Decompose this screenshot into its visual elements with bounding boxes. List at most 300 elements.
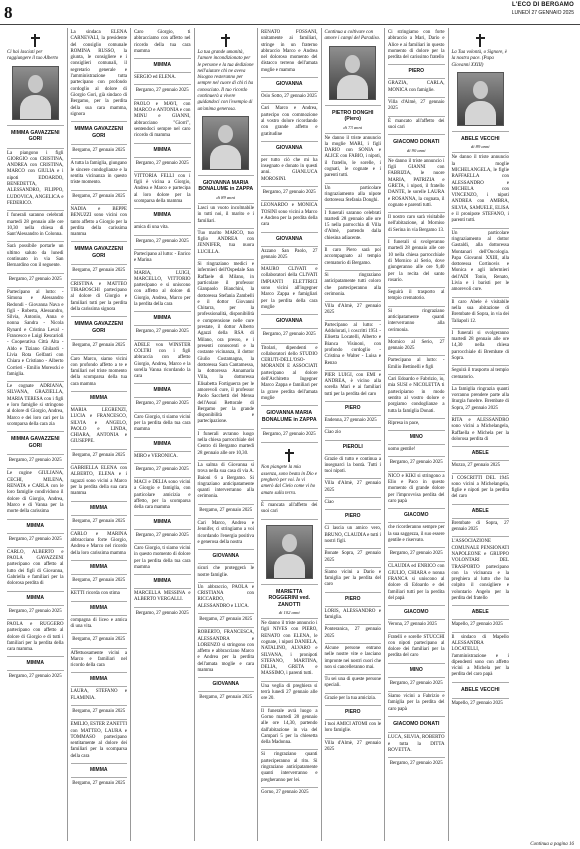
notice-block <box>7 211 64 242</box>
notice-text: Si ringraziano anticipatamente tutti coloro che parteciperanno alla cerimonia. <box>324 272 381 297</box>
notice-text: Mapello, 27 gennaio 2025 <box>451 622 503 628</box>
notice-block <box>71 673 128 687</box>
notice-block <box>134 236 191 250</box>
column <box>258 28 322 841</box>
notice-text: MIRO e VERONICA. <box>134 453 178 459</box>
deceased-name: GIOVANNA MARIA BONALUME in ZAPPA <box>261 410 317 423</box>
notice-block <box>261 788 318 799</box>
place-date: Bergamo, 27 gennaio 2025 <box>389 551 443 557</box>
deceased-name: GIACOMO DONATI <box>393 720 440 727</box>
notice-block <box>388 117 445 136</box>
signature-name: PIEROLI <box>342 443 363 450</box>
notice-block <box>388 238 445 288</box>
notice-text: RENATO FOSSANI, unitamente ai familiari, stringe in un fraterno abbraccio Marco e Andrea nel doloroso momento del distacco terreno dell'amata moglie e mamma <box>261 30 318 73</box>
notice-text: uomo gentile! <box>388 447 416 453</box>
notice-text: Brembate di Sopra, 27 gennaio 2025 <box>451 520 509 533</box>
portrait-photo <box>266 525 313 579</box>
place-date: Bergamo, 27 gennaio 2025 <box>72 781 126 787</box>
notice-text: Il caro Abele è visitabile nella sua abitazione di Brembate di Sopra, in via dei Taliapoli 12. <box>451 299 509 324</box>
notice-block <box>7 288 64 382</box>
notice-block <box>261 104 318 141</box>
notice-block <box>134 158 191 172</box>
notice-block <box>452 519 510 538</box>
notice-block <box>261 156 318 187</box>
notice-block <box>134 59 191 73</box>
notice-block <box>452 699 510 710</box>
notice-block <box>198 628 255 678</box>
page-number: 8 <box>4 3 13 22</box>
notice-block <box>261 429 318 443</box>
notice-text: Caro Marco, siamo vicini con profondo affetto a te e familiari nel triste momento della scomparsa della tua cara mamma <box>70 356 127 387</box>
notice-block <box>388 79 445 98</box>
notice-block <box>7 620 64 657</box>
signature-name: GIOVANNA <box>275 235 303 242</box>
notice-block <box>388 356 445 375</box>
notice-block <box>71 122 128 145</box>
place-date: Bergamo, 27 gennaio 2025 <box>72 268 126 274</box>
notice-block <box>452 28 510 132</box>
notice-block <box>71 575 128 589</box>
signature-name: GIACOMO <box>404 512 429 519</box>
notice-text: KETTI ricorda con stima <box>70 591 120 597</box>
notice-text: I funerali si svolgeranno martedì 28 gennaio alle ore 14,30 nella chiesa parrocchiale di Brembate di Sopra. <box>451 330 509 361</box>
cross-icon <box>221 34 230 47</box>
notice-block <box>71 280 128 317</box>
notice-block <box>325 524 382 549</box>
place-date: Bergamo, 27 gennaio 2025 <box>135 160 189 166</box>
notice-text: Siamo vicini a Dario e famiglia per la perdita del caro <box>324 569 381 588</box>
notice-block <box>325 302 382 321</box>
notice-block <box>388 135 445 157</box>
notice-text: Verona, 27 gennaio 2025 <box>388 622 437 628</box>
notice-text: Partecipano al lutto: - Simona e Alessandro Redondi - Giovanna Nava e figli - Roberta, Alessandro, Silvia, Antonio, Anna e nonna Sandra - Nicola Rynard e Cristina Leval - Francesco e Luigi Rescarioli - Cooperativa Città Alta - Aldo e Tiziano Ghilardi - Livia Rota Gelfanti con Chiara e Cristiano - Alberto Corrieri - Emilio Morescki e famiglia. <box>7 289 64 377</box>
notice-block <box>325 479 382 498</box>
notice-text: MARCELLA MESSINA e ALBERTO VERGALLI. <box>134 591 191 603</box>
notice-text: È mancata all'affetto dei suoi cari <box>261 502 318 515</box>
notice-text: Le cognate ADRIANA, SILVANA, GRAZIELLA, MARIA TERESA con i figli e loro famiglie si stringono al dolore di Giorgio, Andrea, Marco e dei loro cari per la scomparsa della cara zia <box>7 384 64 427</box>
notice-text: Ne danno il triste annuncio i figli NIVES con PIERO, RENATO con ELENA, le cognate, i nipoti DANIELA, NATALINO, ALVARO e SILVANA, i pronipoti STEFANO, MARTINA, DELIA, GRETA e MASSIMO, i parenti tutti. <box>261 621 318 677</box>
notice-block <box>71 778 128 791</box>
signature-name: MIMMA <box>153 62 171 69</box>
notice-text: Il sindaco di Mapello ALESSANDRA LOCATELLI, l'amministrazione e i dipendenti sono con affetto vicini a Michela per la perdita del caro papà <box>451 634 509 678</box>
notice-block <box>388 678 445 692</box>
notice-block <box>388 65 445 79</box>
notice-text: Villa d'Almè, 27 gennaio 2025 <box>388 100 445 112</box>
portrait-photo <box>12 66 59 120</box>
notice-block <box>388 758 445 771</box>
newspaper-name: L'ECO DI BERGAMO <box>512 2 574 8</box>
page-header <box>0 0 580 25</box>
place-date: Bergamo, 27 gennaio 2025 <box>135 88 189 94</box>
notice-block <box>7 274 64 288</box>
notice-block <box>388 664 445 678</box>
notice-text: Cari Edoardo e Fabrizio, io, mia SUSI e NICOLETTA ti partecipiamo in modo sentito al vostro dolore e porgiamo condoglianze a tutta la famiglia Donati. <box>388 377 445 414</box>
notice-block <box>7 149 64 212</box>
notice-text: Villa d'Almè, 27 gennaio 2025 <box>324 304 381 316</box>
notice-block <box>261 78 318 92</box>
notice-text: Una veglia di preghiera si terrà lunedì 27 gennaio alle ore 20. <box>261 683 318 702</box>
signature-name: PIERO <box>344 513 361 520</box>
notice-text: Endenna, 27 gennaio 2025 <box>324 417 377 423</box>
signature-name: ABELE <box>471 609 489 616</box>
notice-block <box>134 312 191 326</box>
notice-block <box>71 340 128 354</box>
notice-text: Un particolare ringraziamento al dottor Gastaldi, alla dottoressa Montanari dell'Oncologia. Papa Giovanni XXIII, alla dottoressa Cortinovis e Monica e agli infermieri dell'ADI Tonio, Renato, Livia e i baristi per le amorevoli cure. <box>451 230 509 293</box>
notice-text: CARLO e MARINA abbracciano forte Giorgio, Andrea e Marco nel ricordo della loro carissima mamma <box>70 531 127 556</box>
notice-text: Villa d'Almè, 27 gennaio 2025 <box>324 481 381 493</box>
notice-text: Osio Sotto, 27 gennaio 2025 <box>261 94 317 100</box>
notice-block <box>7 671 64 684</box>
notice-text: ROBERTO, FRANCESCA, ALESSANDRA e LORENZO si stringono con affetto e abbracciano Marco e Andrea per la perdita dell'amata moglie e cara mamma <box>197 630 254 674</box>
signature-name: MIMMA <box>153 315 171 322</box>
notice-text: Tuo marito MARCO, tuo figlio ANDREA con JENNIFER, tua nuora LUCILLA. <box>197 230 254 255</box>
notice-text: Un abbraccio, PAOLA e CRISTIANA con RICCARDO, ALESSANDRO e LUCA. <box>197 584 254 609</box>
notice-block <box>325 607 382 626</box>
notice-text: Un particolare ringraziamento alla nipote dottoressa Stefania Donghi. <box>324 185 381 204</box>
portrait-photo <box>202 116 249 170</box>
notice-block <box>452 153 510 228</box>
notice-block <box>134 28 191 59</box>
notice-block <box>325 739 382 757</box>
place-date: Bergamo, 27 gennaio 2025 <box>72 148 126 154</box>
notice-text: Partecipano al lutto: - Enrico e Marina <box>134 251 191 264</box>
notice-text: PAOLO e MAVI, con MARCO e ANTONIA e con MINU e GIANNI, abbracciano "Giorri", sentendoci sempre nel caro ricordo di mamma <box>134 101 191 139</box>
notice-block <box>71 145 128 159</box>
notice-text: Seguirà il trasporto al tempio crematorio. <box>388 290 445 302</box>
notice-block <box>325 428 382 440</box>
signature-name: MIMMA <box>90 394 108 401</box>
signature-name: GIOVANNA <box>275 144 303 151</box>
notice-block <box>261 201 318 232</box>
notice-block <box>325 184 382 209</box>
notice-block <box>452 385 510 416</box>
notice-text: CRISTINA e MATTEO TIRABOSCHI partecipano al dolore di Giorgio e familiari tutti per la perdita della carissima signora <box>70 281 127 312</box>
notice-block <box>325 510 382 524</box>
notice-block <box>134 575 191 589</box>
notice-block <box>7 455 64 469</box>
notice-text: Ripresa in pace, <box>388 420 420 426</box>
notice-text: sicuri che proteggerà le nostre famiglie. <box>197 566 254 578</box>
notice-block <box>71 406 128 450</box>
notice-text: I funerali avranno luogo nella chiesa parrocchiale del Centro di Bergamo martedì 28 gennaio alle ore 10,30. <box>197 431 254 456</box>
notice-block <box>134 341 191 385</box>
notice-block <box>452 633 510 683</box>
place-date: Bergamo, 27 gennaio 2025 <box>72 452 126 458</box>
notice-block <box>134 73 191 85</box>
notice-text: Cari Marco e Andrea, partecipo con commozione al vostro dolore ricordando con grande affetto e gratitudine <box>261 106 318 137</box>
deceased-name: MIMMA GAVAZZENI GORI <box>74 321 124 334</box>
notice-block <box>71 205 128 242</box>
notice-block <box>388 606 445 620</box>
signature-name: MIMMA <box>90 676 108 683</box>
notice-block <box>198 550 255 564</box>
notice-text: Si ringraziano quanti parteciperanno al rito. Si ringraziano anticipatamente quanti interverranno e pregheranno per lei. <box>261 752 318 783</box>
notice-block <box>261 443 318 500</box>
notice-text: Caro Giorgio, ti abbracciamo con affetto nel ricordo della tua cara mamma <box>134 30 191 54</box>
notice-text: Continua a coltivare con amore i campi del Paradiso. <box>324 30 381 42</box>
notice-block <box>198 564 255 583</box>
notice-text: I funerali saranno celebrati martedì 28 gennaio alle ore 10,30 nella chiesa di Sant'Alessandro in Colonna. <box>7 213 64 238</box>
place-date: Bergamo, 27 gennaio 2025 <box>135 466 189 472</box>
notice-block <box>325 28 382 106</box>
notice-block <box>134 478 191 515</box>
notice-block <box>325 134 382 184</box>
notice-text: Il caro Piero sarà poi accompagnato al tempio crematorio di Bergamo. <box>324 248 381 266</box>
notice-text: MAURO CLIVATI e collaboratori della CLIVATI IMPIANTI ELETTRICI sono vicini all'ingegner Marco Zappa e famigliari per la perdita della cara moglie <box>261 267 318 310</box>
place-date: Bergamo, 27 gennaio 2025 <box>262 190 316 196</box>
notice-text: La sindaca ELENA CARNEVALI, la presidente del consiglio comunale ROMINA RUSSO, la giunta, le consigliere e i consiglieri comunali, il segretario generale e l'amministrazione tutta partecipano con profondo cordoglio al dolore di Giorgio Gori, già sindaco di Bergamo, per la perdita della sua cara mamma, signora <box>70 30 127 117</box>
notice-text: Mornico al Serio, 27 gennaio 2025 <box>388 339 445 352</box>
place-date: Bergamo, 27 gennaio 2025 <box>262 332 316 338</box>
notice-block <box>134 589 191 608</box>
place-date: Bergamo, 27 gennaio 2025 <box>135 329 189 335</box>
notice-block <box>452 505 510 519</box>
notice-block <box>388 717 445 734</box>
notice-block <box>198 519 255 550</box>
notice-text: Seguirà il trasporto al tempio crematorio. <box>451 368 509 380</box>
place-date: Bergamo, 27 gennaio 2025 <box>8 536 62 542</box>
notice-block <box>452 683 510 700</box>
notice-text: LAURA, STEFANO e FLAMINIA. <box>70 689 127 701</box>
notice-block <box>71 687 128 706</box>
notice-block <box>71 450 128 464</box>
portrait-photo <box>457 72 504 126</box>
notice-text: MARIA LEGRENZI, LUCIA e FRANCESCO, SILVIA e ANGELO, PAOLO e LINDA, CHIARA, ANTONIA e GIUSEPPE. <box>70 407 127 445</box>
place-date: Bergamo, 27 gennaio 2025 <box>199 695 253 701</box>
notice-block <box>452 447 510 461</box>
place-date: Bergamo, 27 gennaio 2025 <box>8 276 62 282</box>
notice-text: GABRIELLA ELENA con ALBERTO, ELENA e i ragazzi sono vicini a Marco per la perdita della sua cara mamma <box>70 466 127 497</box>
notice-block <box>134 413 191 438</box>
place-date: Bergamo, 27 gennaio 2025 <box>72 518 126 524</box>
notice-text: per tutto ciò che mi ha insegnato e donato in questi anni. GIANLUCA MOROSINI. <box>261 157 318 182</box>
signature-name: PIERO <box>344 595 361 602</box>
notice-block <box>134 223 191 235</box>
notice-text: Partecipano al lutto: - Addolorati, i coscritti 1951 - Elisetta Locatelli, Alberto e Bianca Visinoni, con profondo cordoglio - Cristina e Walter - Luisa e Renzo <box>324 322 381 366</box>
notice-block <box>388 157 445 213</box>
place-date: Bergamo, 27 gennaio 2025 <box>135 532 189 538</box>
notice-block <box>388 288 445 307</box>
notice-text: Gorno, 27 gennaio 2025 <box>261 789 309 795</box>
notice-text: Caro Giorgio, ti siamo vicini per la perdita della tua cara mamma <box>134 414 191 433</box>
notice-block <box>261 92 318 104</box>
place-date: Bergamo, 27 gennaio 2025 <box>199 617 253 622</box>
notice-text: Villa d'Almè, 27 gennaio 2025 <box>324 740 381 752</box>
notice-block <box>71 720 128 764</box>
notice-text: Mapello, 27 gennaio 2025 <box>451 701 503 707</box>
notice-text: SERGIO ed ELENA. <box>134 75 176 81</box>
notice-block <box>325 644 382 675</box>
notice-block <box>261 315 318 329</box>
notice-block <box>71 159 128 190</box>
signature-name: MIMMA <box>153 146 171 153</box>
column <box>4 28 68 841</box>
place-date: Bergamo, 27 gennaio 2025 <box>72 637 126 643</box>
notice-block <box>325 498 382 510</box>
signature-name: ABELE <box>471 507 489 514</box>
notice-block <box>198 430 255 461</box>
notice-text: CARLO, ALBERTO e PAOLA GAVAZZENI partecipano con affetto al lutto dei figli di Giovanna, Gabriella e familiari per la dolorosa perdita di <box>7 549 64 587</box>
notice-block <box>71 634 128 648</box>
notice-block <box>198 614 255 628</box>
notice-text: VITTORIA FELLI con i figli è vicina a Giorgio, Andrea e Marco e partecipa al loro dolore per la scomparsa della mamma <box>134 173 191 205</box>
notice-block <box>198 678 255 692</box>
notice-text: MACI e DELIA sono vicini a Giorgio e famiglia, con particolare amicizia e affetto, per la scomparsa della cara mamma <box>134 480 191 511</box>
issue-date: LUNEDÌ 27 GENNAIO 2025 <box>511 10 574 16</box>
notice-block <box>388 633 445 664</box>
notice-block <box>261 750 318 787</box>
notice-block <box>7 592 64 606</box>
notice-block <box>71 561 128 575</box>
notice-text: Ci stringiamo con forte abbraccio a Mari, Dario e Alice e ai familiari in questo momento di dolore per la perdita del carissimo fratello <box>388 30 445 61</box>
notice-block <box>261 142 318 156</box>
notice-block <box>388 620 445 632</box>
signature-name: MIMMA <box>153 440 171 447</box>
notice-block <box>7 469 64 519</box>
notice-text: Ci hai lasciati per raggiungere il tuo Alberto <box>7 50 59 62</box>
notice-text: Siamo vicini a Fabrizio e famiglia per la perdita del caro papà <box>388 693 445 712</box>
notice-text: Ponteranica, 27 gennaio 2025 <box>324 627 381 639</box>
signature-name: GIACOMO <box>404 609 429 616</box>
notice-text: LORIS, ALESSANDRO e famiglia. <box>324 608 381 621</box>
notice-block <box>198 176 255 204</box>
notice-text: Caro Giorgio, ti siamo vicini in questo momento di dolore per la perdita della tua cara mamma <box>134 545 191 570</box>
notice-block <box>325 593 382 607</box>
notice-text: Ne danno il triste annuncio la moglie MICHELANGELA, le figlie RAFFAELLA con ALESSANDRO e MICHELA con VINCENZO, i nipoti ANDREA con AMBRA, SILVIA, SAMUELE, ELISA e il pronipote STEFANO, i parenti tutti. <box>451 155 509 224</box>
notice-text: NADIA e BEPPE BENUZZI sono vicini con tanto affetto a Giorgio per la perdita della carissima mamma <box>70 206 127 238</box>
notice-block <box>388 375 445 419</box>
deceased-name: MIMMA GAVAZZENI GORI <box>74 246 124 259</box>
notice-text: Ciao zio <box>324 430 341 436</box>
notice-block <box>198 505 255 519</box>
notice-block <box>325 694 382 706</box>
notice-text: compagna di liceo e amica di una vita. <box>70 617 127 629</box>
notice-text: ADELE von WINSTER COLTRI con i figli abbraccia con affetto Giorgio, Andrea, Marco e la sorella Vanna ricordando la cara <box>134 342 191 380</box>
notice-block <box>261 501 318 520</box>
notice-block <box>198 461 255 505</box>
notice-block <box>261 28 318 78</box>
notice-block <box>388 445 445 457</box>
notice-block <box>198 204 255 229</box>
notice-text: Lasci un vuoto incolmabile in tutti noi, il marito e i familiari. <box>197 205 254 224</box>
notice-block <box>388 457 445 471</box>
notice-text: che ricorderanno sempre per la sua saggezza, il suo essere gentile e riservato. <box>388 525 445 543</box>
signature-name: MIMMA <box>153 518 171 525</box>
notice-block <box>71 317 128 340</box>
notice-text: Partecipano al lutto: - Emilio Bettinelli e figli <box>388 358 445 370</box>
notice-block <box>388 338 445 357</box>
signature-name: MIMMA <box>153 387 171 394</box>
notice-block <box>325 675 382 694</box>
notice-block <box>71 706 128 720</box>
deceased-name: MIMMA GAVAZZENI GORI <box>74 126 124 139</box>
notice-text: Ciao <box>324 500 334 506</box>
notice-block <box>261 682 318 707</box>
notice-block <box>452 298 510 329</box>
signature-name: MIMMA <box>90 604 108 611</box>
notice-text: Grazie per la tua amicizia. <box>324 695 376 701</box>
notice-block <box>325 246 382 271</box>
age-line: di 90 anni <box>406 147 426 153</box>
notice-block <box>325 416 382 428</box>
signature-name: GIOVANNA <box>212 553 240 560</box>
column <box>449 28 513 841</box>
notice-block <box>71 649 128 674</box>
notice-text: Ci lascia un amico vero, BRUNO, CLAUDIA e tutti i nostri figli. <box>324 526 381 544</box>
notice-text: Sarà possibile portarle un ultimo saluto da lunedì continuato in via San Bernardino con il seguente. <box>7 244 64 269</box>
notice-block <box>261 187 318 201</box>
notice-block <box>7 534 64 548</box>
notice-block <box>71 28 128 122</box>
notice-block <box>198 260 255 430</box>
notice-block <box>261 707 318 751</box>
notice-text: LUCA, SILVIA, ROBERTO e tutta la DITTA ROVETTA. <box>388 735 445 753</box>
age-line: di 89 anni <box>470 144 490 150</box>
notice-text: PIER LUIGI, con EMI e ANDREA, è vicino alla sorella Mari e ai familiari tutti per la perdita del caro <box>324 372 381 397</box>
notice-block <box>325 402 382 416</box>
place-date: Bergamo, 27 gennaio 2025 <box>199 507 253 513</box>
notice-block <box>325 321 382 371</box>
notice-block <box>325 625 382 644</box>
notice-block <box>71 191 128 205</box>
notice-text: Il funerale avrà luogo a Gorno martedì 28 gennaio alle ore 14,30, partendo dall'abitazione in via del Campari 5 per la chiesetta della Madonna. <box>261 708 318 746</box>
notice-block <box>71 616 128 635</box>
signature-name: MIMMA <box>90 767 108 774</box>
notice-block <box>261 406 318 429</box>
notice-block <box>71 764 128 778</box>
notice-block <box>325 720 382 739</box>
place-date: Bergamo, 27 gennaio 2025 <box>135 238 189 244</box>
notice-text: Si ringraziano anticipatamente quanti interverranno alla cerimonia. <box>388 308 445 333</box>
deceased-name: MIMMA GAVAZZENI GORI <box>10 436 60 449</box>
notice-text: Fratelli e sorelle STUCCHI con nipoti partecipano al dolore dei familiari per la perdita del caro <box>388 634 445 659</box>
notice-block <box>452 416 510 447</box>
notice-text: Affettuosamente vicini a Marco e familiari nel ricordo della cara <box>70 650 127 669</box>
notice-text: La famiglia ringrazia quanti vorranno prendere parte alla liturgia funebre. Brembate di Sopra, 27 gennaio 2025 <box>451 386 509 411</box>
notice-block <box>325 441 382 455</box>
notice-block <box>71 265 128 279</box>
notice-text: L'ASSOCIAZIONE COMUNALE PENSIONATI NAPOLEONE e GRUPPO VOLONTARI DEL TRASPORTO partecipano con la vicinanza e la preghiera al lutto che ha colpito il consigliere e volontario Angelo per la perdita del fratello <box>451 539 509 602</box>
notice-block <box>325 568 382 593</box>
notice-block <box>71 464 128 501</box>
notice-block <box>261 344 318 407</box>
notice-block <box>452 537 510 606</box>
signature-name: MIMMA <box>90 504 108 511</box>
notice-block <box>388 548 445 562</box>
place-date: Bergamo, 27 gennaio 2025 <box>135 610 189 616</box>
notice-block <box>325 455 382 480</box>
place-date: Bergamo, 27 gennaio 2025 <box>262 432 316 438</box>
notice-block <box>134 464 191 478</box>
continued-note: Continua a pagina 16 <box>530 842 574 847</box>
signature-name: MINO <box>409 434 423 441</box>
notice-block <box>198 583 255 614</box>
column <box>322 28 386 841</box>
column <box>131 28 195 841</box>
notice-block <box>388 692 445 717</box>
notice-text: Si ringraziano medici e infermieri dell'Ospedale San Raffaele di Milano, in particolare il professor Gianpaolo Bianchini, la dottoressa Stefania Zambelli e il dottor Giovanni Chitarra, per la professionalità, disponibilità e comprensione nelle cure prestate, il dottor Alberto Agazzi della RSA di Milano, ora presso, e i presenti conoscenti e la costante vicinanza, il dottor Giulio Costamagna, la dottoressa Sara Cantamessa, la dottoressa Annamaria Villa, la dottoressa Elisabetta Fortiguerra per le amorevoli cure, il professor Paolo Sacchetti del Mensa dell'Assai Rettorale di Bergamo per la grande disponibilità e partecipazione. <box>197 262 254 425</box>
notice-text: Le cugine GIULIANA, CECHI, MILENA, RENATA e CARLA con le loro famiglie condividono il dolore di Giorgio, Andrea, Marco e di Vanna per la morte della carissima <box>7 471 64 515</box>
notice-text: È mancato all'affetto dei suoi cari <box>388 118 445 130</box>
notice-block <box>7 520 64 534</box>
notice-block <box>388 562 445 606</box>
notice-text: Titolari, dipendenti e collaboratori dello STUDIO CERUTI-DELL'OSO-MORANDI E ASSOCIATI partecipano al dolore dell'Architetto Ingegner Marco Zappa e familiari per la grave perdita dell'amata moglie <box>261 345 318 401</box>
notice-block <box>388 307 445 338</box>
notice-block <box>71 589 128 601</box>
cross-icon <box>476 34 485 47</box>
notice-block <box>325 371 382 402</box>
deceased-name: PIETRO DONGHI (Piero) <box>331 109 374 123</box>
